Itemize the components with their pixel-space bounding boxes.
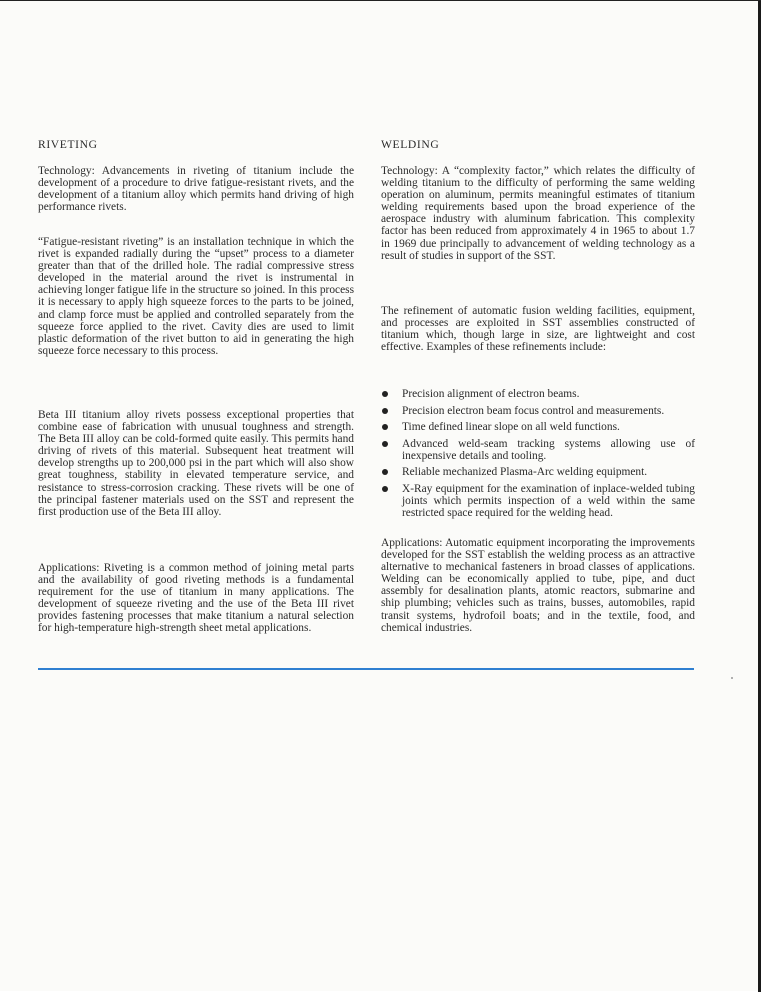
- riveting-paragraph-fatigue: “Fatigue-resistant riveting” is an installation technique in which the rivet is expanded radially during the “upset” process to a diameter greater than that of the drilled hole. The radial compressive stress developed in the material around the rivet is instrumental in achieving longer fatigue life in the structure so joined. In this process it is necessary to apply high squeeze forces to the parts to be joined, and clamp force must be applied and controlled separately from the squeeze force applied to the rivet. Cavity dies are used to limit plastic deformation of the rivet button to aid in generating the high squeeze force necessary to this process.: [38, 236, 354, 357]
- list-item: X-Ray equipment for the examination of inplace-welded tubing joints which permits inspection of a weld within the same restricted space required for the welding head.: [381, 483, 695, 519]
- section-divider-rule: [38, 668, 694, 670]
- bullet-icon: [382, 486, 388, 492]
- riveting-paragraph-applications: Applications: Riveting is a common method of joining metal parts and the availability of good riveting methods is a fundamental requirement for the use of titanium in many applications. The development of squeeze riveting and the use of the Beta III rivet provides fastening processes that make titanium a natural selection for high-temperature high-strength sheet metal applications.: [38, 562, 354, 635]
- welding-refinements-list: [381, 388, 695, 524]
- bullet-icon: [382, 469, 388, 475]
- riveting-heading: RIVETING: [38, 138, 98, 151]
- bullet-icon: [382, 408, 388, 414]
- bullet-icon: [382, 391, 388, 397]
- list-item: Precision electron beam focus control and measurements.: [381, 405, 695, 417]
- welding-paragraph-refinement: The refinement of automatic fusion welding facilities, equipment, and processes are exploited in SST assemblies constructed of titanium which, though large in size, are lightweight and cost effective. Examples of these refinements include:: [381, 305, 695, 354]
- welding-paragraph-technology: Technology: A “complexity factor,” which relates the difficulty of welding titanium to the difficulty of performing the same welding operation on aluminum, permits meaningful estimates of titanium welding requirements based upon the broad experience of the aerospace industry with aluminum fabrication. This complexity factor has been reduced from approximately 4 in 1965 to about 1.7 in 1969 due principally to advancement of welding technology as a result of studies in support of the SST.: [381, 165, 695, 262]
- bullet-icon: [382, 424, 388, 430]
- list-item: Time defined linear slope on all weld functions.: [381, 421, 695, 433]
- list-item: Advanced weld-seam tracking systems allowing use of inexpensive details and tooling.: [381, 438, 695, 462]
- paper-speck: [731, 677, 733, 679]
- list-item: Reliable mechanized Plasma-Arc welding equipment.: [381, 466, 695, 478]
- list-item: Precision alignment of electron beams.: [381, 388, 695, 400]
- riveting-paragraph-technology: Technology: Advancements in riveting of titanium include the development of a procedure to drive fatigue-resistant rivets, and the development of a titanium alloy which permits hand driving of high performance rivets.: [38, 165, 354, 214]
- welding-paragraph-applications: Applications: Automatic equipment incorporating the improvements developed for the SST establish the welding process as an attractive alternative to mechanical fasteners in broad classes of applications. Welding can be economically applied to tube, pipe, and duct assembly for desalination plants, atomic reactors, submarine and ship plumbing; vehicles such as trains, busses, automobiles, rapid transit systems, hydrofoil boats; and in the textile, food, and chemical industries.: [381, 537, 695, 634]
- welding-heading: WELDING: [381, 138, 440, 151]
- riveting-paragraph-beta-iii: Beta III titanium alloy rivets possess exceptional properties that combine ease of fabrication with unusual toughness and strength. The Beta III alloy can be cold-formed quite easily. This permits hand driving of rivets of this material. Subsequent heat treatment will develop strengths up to 200,000 psi in the part which will also show great toughness, stability in elevated temperature service, and resistance to stress-corrosion cracking. These rivets will be one of the principal fastener materials used on the SST and represent the first production use of the Beta III alloy.: [38, 409, 354, 518]
- bullet-icon: [382, 441, 388, 447]
